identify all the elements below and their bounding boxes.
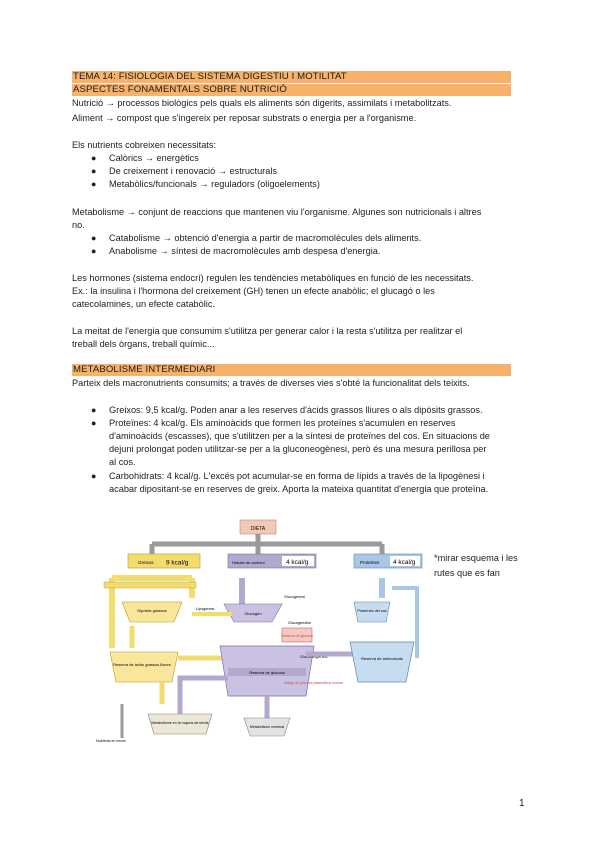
excretion-label: Nutrients en excés: [96, 739, 126, 743]
macro-proteines-line: d'aminoàcids (escasses), que s'utilitzen per a la síntesi de proteïnes del cos. En situacions de: [109, 431, 490, 441]
metabolism-line-1: Metabolisme → conjunt de reaccions que mantenen viu l'organisme. Algunes son nutricionals i altres: [72, 207, 482, 217]
fats-kcal: 9 kcal/g: [166, 559, 189, 567]
fat-store-label: Dipòsits grassos: [137, 608, 167, 613]
figure-side-note: *mirar esquema i les rutes que es fan: [434, 553, 518, 578]
energy-line-1: La meitat de l'energia que consumim s'utilitza per generar calor i la resta s'utilitza per realitzar el: [72, 326, 463, 336]
bullet-icon: ●: [91, 179, 97, 189]
bullet-icon: ●: [91, 418, 97, 428]
page-number: 1: [519, 798, 525, 809]
macro-proteines-line: Proteïnes: 4 kcal/g. Els aminoàcids que formen les proteïnes s'acumulen en reserves: [109, 418, 456, 428]
nutrients-intro: Els nutrients cobreixen necessitats:: [72, 140, 217, 150]
protein-kcal: 4 kcal/g: [393, 559, 416, 566]
nutrient-item: Metabòlics/funcionals → reguladors (oligoelements): [109, 179, 320, 189]
diet-flow-arrow: [152, 534, 382, 554]
section-title-band: TEMA 14: FISIOLOGIA DEL SISTEMA DIGESTIU I MOTILITAT: [72, 71, 511, 83]
nutrient-item: De creixement i renovació → estructurals: [109, 166, 277, 176]
hormones-line-2: Ex.: la insulina i l'hormona del creixement (GH) tenen un efecte anabòlic; el glucagó o les: [72, 286, 435, 296]
metabolism-diagram: [92, 518, 425, 745]
hormones-line-1: Les hormones (sistema endocrí) regulen les tendències metabòliques en funció de les necessitats.: [72, 273, 474, 283]
definition-nutricio: Nutrició → processos biològics pels quals els aliments són digerits, assimilats i metabolitzats.: [72, 98, 452, 108]
macro-carbohidrats-line: acabar dipositant-se en reserves de greix. Aporta la mateixa quantitat d'energia que proteïna.: [109, 484, 489, 494]
bullet-icon: ●: [91, 153, 97, 163]
metabolism-item: Catabolisme → obtenció d'energia a partir de macromolècules dels aliments.: [109, 233, 422, 243]
aa-store-vessel: [350, 642, 414, 682]
energy-line-2: treball dels òrgans, treball químic...: [72, 339, 215, 349]
hormones-line-3: catecolamines, un efecte catabòlic.: [72, 299, 215, 309]
macro-carbohidrats-line: Carbohidrats: 4 kcal/g. L'excés pot acumular-se en forma de lípids a través de la lipogènesi i: [109, 471, 485, 481]
section-subtitle-band: ASPECTES FONAMENTALS SOBRE NUTRICIÓ: [72, 84, 511, 96]
definition-aliment: Aliment → compost que s'ingereix per reposar substrats o energia per a l'organisme.: [72, 113, 417, 123]
bullet-icon: ●: [91, 166, 97, 176]
glucose-to-tissues-arrow: [180, 678, 228, 714]
ffa-store-vessel: [110, 652, 178, 682]
fat-intake-bar: [104, 582, 196, 588]
glucose-pool-label: Reserva de glucosa: [249, 670, 285, 675]
bullet-icon: ●: [91, 471, 97, 481]
tissues-label: Metabolisme en la majoria de teixits: [151, 721, 209, 725]
lipogenesis-label: Lipogènesi: [196, 607, 215, 611]
bullet-icon: ●: [91, 233, 97, 243]
bullet-icon: ●: [91, 246, 97, 256]
glycogen-label: Glucògen: [244, 611, 262, 616]
glucose-reserve-label: Reserva de glucosa: [281, 634, 313, 638]
macro-proteines-line: al cos.: [109, 457, 136, 467]
brain-label: Metabolisme cerebral: [249, 725, 285, 729]
section-title-band: METABOLISME INTERMEDIARI: [72, 364, 511, 376]
carbs-label: Hidrats de carboni: [232, 560, 265, 565]
gluconeogenesis-label: Gluconeogènesi: [300, 655, 328, 659]
carbs-kcal: 4 kcal/g: [286, 559, 309, 566]
protein-label: Proteïnes: [360, 560, 380, 565]
nutrient-item: Calòrics → energètics: [109, 153, 199, 163]
macro-proteines-line: dejuni prolongat poden utilitzar-se per a la gluconeogènesi, però és una mesura perillosa per: [109, 444, 487, 454]
protein-body-label: Proteïnes del cos: [357, 609, 387, 613]
macro-greixos: Greixos: 9,5 kcal/g. Poden anar a les reserves d'àcids grassos lliures o als dipòsits grassos.: [109, 405, 483, 415]
metabolism-line-2: no.: [72, 220, 85, 230]
bullet-icon: ●: [91, 405, 97, 415]
metabolism-item: Anabolisme → síntesi de macromolècules amb despesa d'energia.: [109, 246, 381, 256]
fats-label: Greixos: [138, 560, 154, 565]
ffa-store-label: Reserva de àcids grassos lliures: [113, 662, 171, 667]
glycogenolysis-label: Glucogenòlisi: [288, 621, 311, 625]
aa-store-label: Reserva de aminoàcids: [361, 656, 403, 661]
glycogenesis-label: Glucogènesi: [284, 595, 306, 599]
glucose-margin-label: Marge de glucosa plasmàtica normal: [284, 681, 343, 685]
section2-intro: Parteix dels macronutrients consumits; a través de diverses vies s'obté la funcionalitat dels teixits.: [72, 378, 470, 388]
diet-label: DIETA: [250, 526, 266, 532]
